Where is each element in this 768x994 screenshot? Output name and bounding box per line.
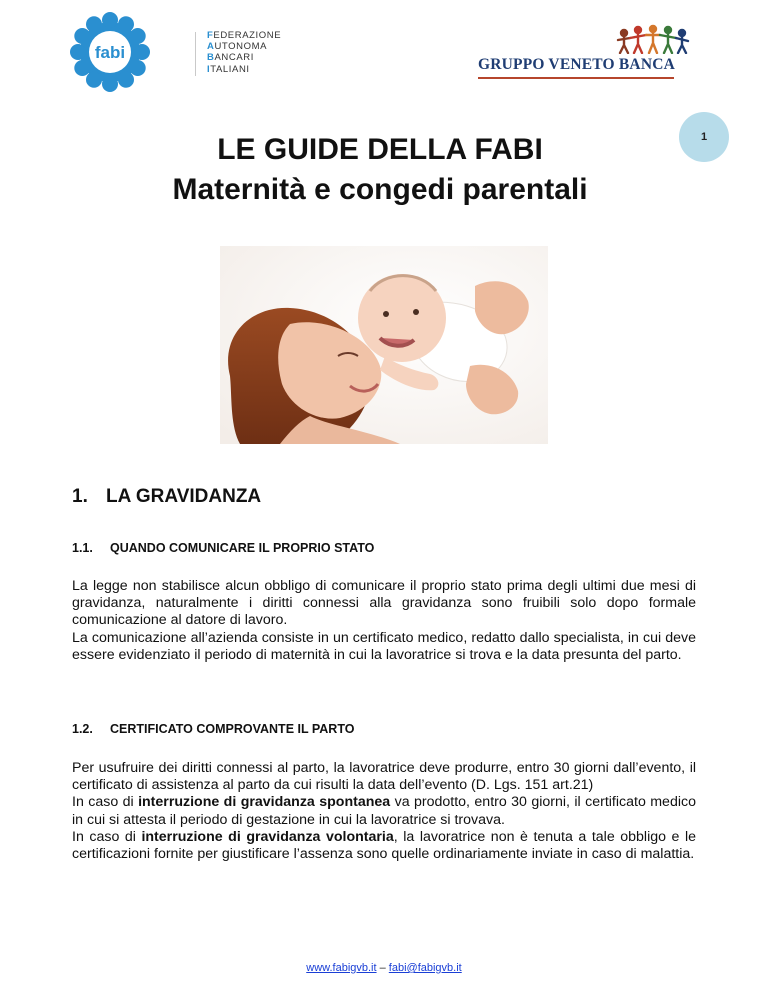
subsection-body [72, 760, 696, 863]
mother-baby-photo [220, 246, 548, 444]
paragraph: In caso di interruzione di gravidanza spontanea va prodotto, entro 30 giorni, il certificato medico in cui si attesta il periodo di gestazione in cui la lavoratrice si trovava. [72, 794, 696, 828]
page-number-badge: 1 [679, 112, 729, 162]
subsection-number: 1.2. [72, 722, 93, 736]
subsection-number: 1.1. [72, 541, 93, 555]
fabi-logo-text: fabi [94, 43, 126, 62]
fabi-name-line: ITALIANI [207, 63, 250, 75]
subsection-heading [72, 541, 374, 555]
paragraph: La comunicazione all’azienda consiste in un certificato medico, redatto dallo specialista, in cui deve essere evidenziato il periodo di maternità in cui la lavoratrice si trova e la data presunta del parto. [72, 629, 696, 663]
title-line-1: LE GUIDE DELLA FABI [217, 133, 543, 166]
fabi-organization-name [207, 30, 281, 75]
fabi-logo [68, 10, 152, 94]
subsection-heading [72, 722, 354, 736]
title-line-2: Maternità e congedi parentali [172, 173, 588, 206]
footer-separator: – [376, 962, 389, 974]
subsection-title: QUANDO COMUNICARE IL PROPRIO STATO [110, 541, 375, 555]
fabi-name-line: FEDERAZIONE [207, 30, 282, 41]
people-group-icon [616, 24, 690, 54]
paragraph: In caso di interruzione di gravidanza volontaria, la lavoratrice non è tenuta a tale obbligo e le certificazioni fornite per giustificare l’assenza sono quelle ordinariamente inviate in caso di malattia. [72, 828, 697, 863]
fabi-name-line: AUTONOMA [207, 41, 268, 53]
section-title: LA GRAVIDANZA [106, 486, 262, 507]
fabi-name-line: BANCARI [207, 52, 254, 64]
partner-underline [478, 77, 674, 79]
bold-term: interruzione di gravidanza spontanea [138, 794, 391, 811]
bold-term: interruzione di gravidanza volontaria [141, 828, 394, 845]
website-link[interactable]: www.fabigvb.it [306, 962, 377, 974]
page-footer [0, 962, 768, 974]
section-heading [72, 486, 261, 508]
header-divider [195, 32, 196, 76]
paragraph: Per usufruire dei diritti connessi al parto, la lavoratrice deve produrre, entro 30 giorni dall’evento, il certificato di assistenza al parto da cui risulti la data dell’evento (D. Lgs. 151 art.21) [72, 760, 696, 794]
paragraph: La legge non stabilisce alcun obbligo di comunicare il proprio stato prima degli ultimi due mesi di gravidanza, naturalmente i diritti connessi alla gravidanza sono fruibili solo dopo formale comunicazione al datore di lavoro. [72, 578, 696, 629]
subsection-title: CERTIFICATO COMPROVANTE IL PARTO [110, 722, 355, 736]
subsection-body [72, 578, 696, 664]
document-title [80, 130, 680, 210]
partner-name: GRUPPO VENETO BANCA [478, 56, 675, 73]
email-link[interactable]: fabi@fabigvb.it [388, 962, 462, 974]
section-number: 1. [72, 486, 88, 507]
